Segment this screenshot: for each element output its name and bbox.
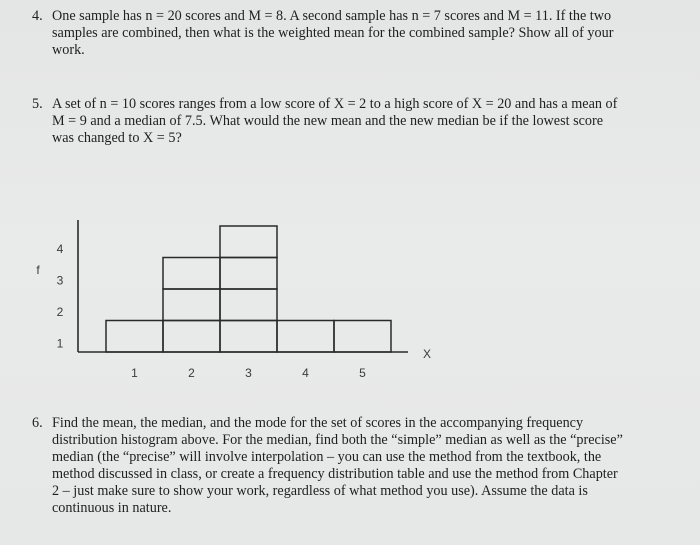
x-tick-labels <box>131 366 366 380</box>
y-axis-label: f <box>36 263 40 277</box>
x-tick-label: 5 <box>359 366 366 380</box>
question-number: 6. <box>32 415 43 431</box>
histogram-block-x3-4 <box>220 226 277 258</box>
histogram-bars <box>106 226 391 352</box>
y-tick-labels <box>57 242 64 351</box>
question-line: M = 9 and a median of 7.5. What would the new mean and the new median be if the lowest score <box>52 113 604 129</box>
question-text <box>52 8 613 59</box>
question-text <box>52 415 623 517</box>
x-tick-label: 1 <box>131 366 138 380</box>
x-tick-label: 4 <box>302 366 309 380</box>
y-tick-label: 3 <box>56 273 64 288</box>
question-line: continuous in nature. <box>52 500 172 516</box>
question-line: median (the “precise” will involve interpolation – you can use the method from the textbook, the <box>52 449 602 465</box>
histogram-block-x1-1 <box>106 321 163 353</box>
question-line: method discussed in class, or create a frequency distribution table and use the method from Chapter <box>52 466 618 482</box>
x-tick-label: 2 <box>188 366 195 380</box>
question-line: samples are combined, then what is the weighted mean for the combined sample? Show all of your <box>52 25 614 41</box>
question-line: A set of n = 10 scores ranges from a low score of X = 2 to a high score of X = 20 and has a mean of <box>52 96 618 112</box>
x-axis-label: X <box>422 347 432 361</box>
question-line: One sample has n = 20 scores and M = 8. A second sample has n = 7 scores and M = 11. If the two <box>52 8 612 24</box>
histogram-block-x4-1 <box>277 321 334 353</box>
question-line: Find the mean, the median, and the mode for the set of scores in the accompanying frequency <box>52 415 584 431</box>
histogram-block-x2-2 <box>163 289 220 321</box>
question-line: was changed to X = 5? <box>52 130 182 146</box>
question-number: 4. <box>32 8 43 24</box>
x-tick-label: 3 <box>245 366 252 380</box>
frequency-histogram <box>0 200 700 390</box>
question-line: distribution histogram above. For the median, find both the “simple” median as well as the “precise” <box>52 432 623 448</box>
y-tick-label: 2 <box>56 305 64 319</box>
question-text <box>52 96 617 147</box>
histogram-block-x3-2 <box>220 289 277 321</box>
question-line: work. <box>52 42 85 58</box>
histogram-block-x2-3 <box>163 258 220 290</box>
question-number: 5. <box>32 96 43 112</box>
histogram-block-x3-3 <box>220 258 277 290</box>
question-line: 2 – just make sure to show your work, regardless of what method you use). Assume the data is <box>52 483 588 499</box>
histogram-block-x5-1 <box>334 321 391 353</box>
histogram-block-x2-1 <box>163 321 220 353</box>
histogram-block-x3-1 <box>220 321 277 353</box>
y-tick-label: 1 <box>56 336 64 351</box>
y-tick-label: 4 <box>56 242 64 256</box>
